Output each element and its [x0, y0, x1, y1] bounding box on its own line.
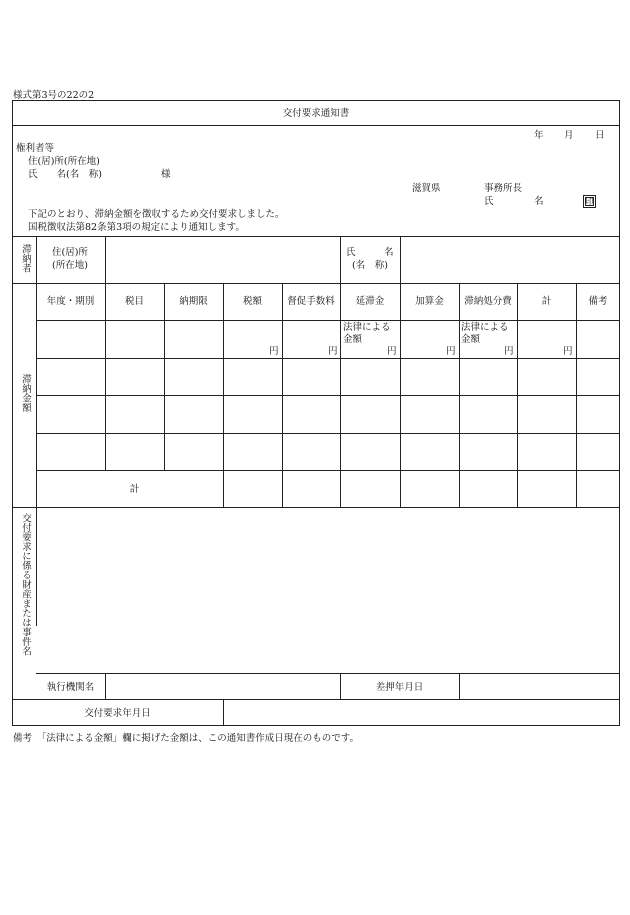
amounts-row4-divider [36, 470, 620, 471]
body-line-2: 国税徴収法第82条第3項の規定により通知します。 [28, 222, 245, 233]
header-additional-tax: 加算金 [415, 296, 444, 307]
header-tax-amount: 税額 [242, 296, 262, 307]
col-divider-7 [459, 283, 460, 507]
header-disposition-cost: 滞納処分費 [464, 296, 512, 307]
delinquent-address-label-1: 住(居)所 [52, 247, 88, 258]
property-section-label: 交付要求に係る財産または事件名 [20, 513, 31, 656]
seizure-date-label: 差押年月日 [375, 682, 424, 693]
header-tax-item: 税目 [124, 296, 144, 307]
col-divider-2 [164, 283, 165, 470]
agency-divider [105, 673, 106, 699]
yen-tax-amount: 円 [269, 346, 279, 357]
form-number: 様式第3号の22の2 [13, 90, 95, 101]
title-divider [12, 125, 620, 126]
disposition-legal-amount-2: 金額 [461, 334, 481, 345]
notice-form [12, 100, 620, 726]
date-month: 月 [564, 130, 574, 141]
col-divider-6 [400, 283, 401, 507]
form-border [12, 100, 620, 726]
sender-office-head: 事務所長 [484, 183, 523, 194]
amounts-row2-divider [36, 395, 620, 396]
executing-agency-label: 執行機関名 [46, 682, 95, 693]
header-fiscal-period: 年度・期別 [46, 296, 95, 307]
header-total: 計 [541, 296, 552, 307]
date-day: 日 [595, 130, 605, 141]
delinquent-divider [12, 283, 620, 284]
col-divider-1 [105, 283, 106, 470]
sender-name-label-2: 名 [534, 196, 544, 207]
property-bottom-divider [12, 699, 620, 700]
delinquent-section-label: 滞納者 [20, 244, 31, 273]
col-divider-8 [517, 283, 518, 507]
amounts-header-divider [36, 320, 620, 321]
addressee-name-label: 氏 名(名 称) [28, 169, 102, 180]
body-line-1: 下記のとおり、滞納金額を徴収するため交付要求しました。 [28, 209, 285, 220]
late-fee-legal-amount-2: 金額 [343, 334, 363, 345]
yen-additional-tax: 円 [446, 346, 456, 357]
delinquent-address-label-2: (所在地) [52, 260, 88, 271]
amounts-bottom-divider [12, 507, 620, 508]
addressee-address-label: 住(居)所(所在地) [28, 156, 100, 167]
yen-late-fee: 円 [387, 346, 397, 357]
col-divider-9 [576, 283, 577, 507]
property-divider [36, 673, 620, 674]
delinquent-name-label-2: (名 称) [352, 260, 388, 271]
col-divider-3 [223, 283, 224, 507]
header-remarks: 備考 [588, 296, 608, 307]
remarks-note: 備考 「法律による金額」欄に掲げた金額は、この通知書作成日現在のものです。 [13, 733, 359, 744]
header-divider [12, 236, 620, 237]
section-label-divider [36, 236, 37, 626]
addressee-honorific: 様 [161, 169, 171, 180]
disposition-legal-amount-1: 法律による [461, 322, 509, 333]
date-year: 年 [534, 130, 544, 141]
col-divider-4 [282, 283, 283, 507]
late-fee-legal-amount-1: 法律による [343, 322, 391, 333]
amounts-section-label: 滞納金額 [20, 374, 31, 412]
seizure-divider-right [459, 673, 460, 699]
total-row-label: 計 [129, 484, 140, 495]
sender-name-label-1: 氏 [484, 196, 494, 207]
yen-disposition-cost: 円 [504, 346, 514, 357]
request-date-divider [223, 699, 224, 726]
header-demand-fee: 督促手数料 [287, 296, 335, 307]
delinquent-mid-divider [340, 236, 341, 283]
amounts-row3-divider [36, 433, 620, 434]
request-date-label: 交付要求年月日 [84, 708, 151, 719]
delinquent-address-divider [105, 236, 106, 283]
col-divider-5 [340, 283, 341, 507]
sender-prefecture: 滋賀県 [412, 183, 441, 194]
header-due-date: 納期限 [179, 296, 208, 307]
header-late-fee: 延滞金 [355, 296, 385, 307]
form-title: 交付要求通知書 [282, 108, 350, 119]
delinquent-name-divider [400, 236, 401, 283]
amounts-row1-divider [36, 358, 620, 359]
seal-mark: 印 [583, 195, 596, 208]
delinquent-name-label-1: 氏 名 [346, 247, 394, 258]
yen-total: 円 [563, 346, 573, 357]
addressee-heading: 権利者等 [16, 143, 55, 154]
yen-demand-fee: 円 [328, 346, 338, 357]
